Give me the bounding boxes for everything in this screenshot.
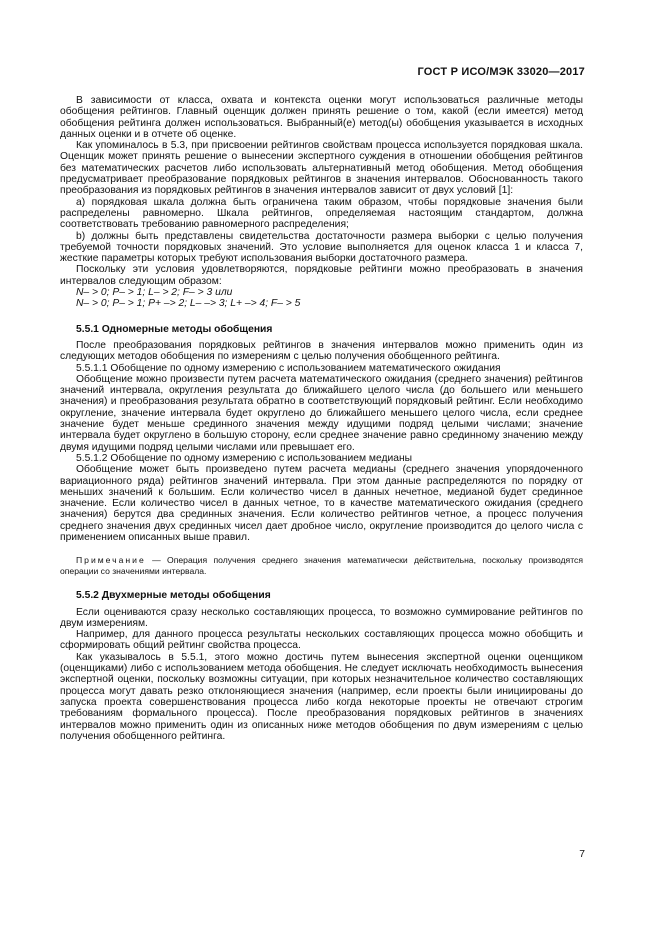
document-body (60, 95, 583, 742)
section-heading-5-5-2: 5.5.2 Двухмерные методы обобщения (76, 590, 271, 602)
paragraph: Если оцениваются сразу несколько составляющих процесса, то возможно суммирование рейтингов по двум измерениям. (60, 606, 583, 629)
subsection-heading-5-5-1-1: 5.5.1.1 Обобщение по одному измерению с использованием математического ожидания (76, 362, 501, 374)
paragraph: Обобщение может быть произведено путем расчета медианы (среднего значения упорядоченного вариационного ряда) рейтингов значений интервала. При этом данные распределяются по порядку от меньших значений к большим. Если количество чисел в данных нечетное, медианой будет срединное значение. Если количество чисел в данных четное, то в качестве математического ожидания (среднего значения) берутся два срединных значения. Если количество рейтингов четное, а процесс получения среднего значения двух срединных чисел дает дробное число, округление производится до целого числа с применением описанных выше правил. (60, 464, 583, 543)
document-header: ГОСТ Р ИСО/МЭК 33020—2017 (417, 66, 585, 78)
note-text: — Операция получения среднего значения математически действительна, поскольку производятся операции со значениями интервала. (60, 555, 583, 577)
paragraph: Обобщение можно произвести путем расчета математического ожидания (среднего значения) рейтингов значений интервала, округления результата до ближайшего целого числа (до большего или меньшего значения) и преобразования результата обратно в соответствующий порядковый рейтинг. Если необходимо округление, значение интервала будет округлено до ближайшего меньшего целого числа, если среднее значение будет меньше срединного значения между идущими подряд целыми числами; значение интервала будет округлено в большую сторону, если среднее значение равно срединному значению между двумя идущими подряд целыми числами или превышает его. (60, 373, 583, 453)
note-label: Примечание (76, 555, 146, 566)
paragraph: Как упоминалось в 5.3, при присвоении рейтингов свойствам процесса используется порядковая шкала. Оценщик может принять решение о вынесении экспертного суждения в отношении обобщения рейтингов без математических расчетов либо использовать альтернативный метод обобщения. Метод обобщения предусматривает преобразование порядковых рейтингов в значения интервалов. Обоснованность такого преобразования из порядковых рейтингов в значения интервалов зависит от двух условий [1]: (60, 140, 583, 197)
note (60, 555, 583, 577)
paragraph: Поскольку эти условия удовлетворяются, порядковые рейтинги можно преобразовать в значения интервалов следующим образом: (60, 264, 583, 287)
list-item-b: b) должны быть представлены свидетельства достаточности размера выборки с целью получения требуемой точности порядковых значений. Это условие выполняется для оценок класса 1 и класса 7, жесткие параметры которых требуют использования выборки достаточного размера. (60, 230, 583, 265)
paragraph: Например, для данного процесса результаты нескольких составляющих процесса можно обобщить и сформировать общий рейтинг свойства процесса. (60, 629, 583, 652)
formula-line-2: N– > 0; P– > 1; P+ –> 2; L– –> 3; L+ –> 4; F– > 5 (76, 298, 301, 310)
formula-line-1: N– > 0; P– > 1; L– > 2; F– > 3 или (76, 287, 233, 299)
paragraph: В зависимости от класса, охвата и контекста оценки могут использоваться различные методы обобщения рейтингов. Главный оценщик должен принять решение о том, какой (если имеется) метод обобщения рейтинга должен использоваться. Выбранный(е) метод(ы) обобщения указывается в исходных данных оценки и в отчете об оценке. (60, 95, 583, 140)
paragraph: Как указывалось в 5.5.1, этого можно достичь путем вынесения экспертной оценки оценщиком (оценщиками) либо с использованием метода обобщения. Не следует исключать необходимость вынесения экспертной оценки, поскольку возможны ситуации, при которых незначительное количество составляющих процесса могут давать резко отклоняющиеся значения (например, если проекты были инициированы до запуска проекта совершенствования процесса либо когда некоторые проекты не отвечают строгим требованиям формального процесса). После преобразования порядковых рейтингов в значениях интервалов можно применить один из описанных ниже методов обобщения по двум измерениям с целью получения обобщенного рейтинга. (60, 651, 583, 742)
page-number: 7 (579, 849, 585, 860)
list-item-a: а) порядковая шкала должна быть ограничена таким образом, чтобы порядковые значения были распределены равномерно. Шкала рейтингов, определяемая настоящим стандартом, должна соответствовать требованию равномерного распределения; (60, 196, 583, 231)
paragraph: После преобразования порядковых рейтингов в значения интервалов можно применить один из следующих методов обобщения по измерениям с целью получения обобщенного рейтинга. (60, 339, 583, 363)
subsection-heading-5-5-1-2: 5.5.1.2 Обобщение по одному измерению с использованием медианы (76, 452, 413, 464)
section-heading-5-5-1: 5.5.1 Одномерные методы обобщения (76, 323, 273, 335)
